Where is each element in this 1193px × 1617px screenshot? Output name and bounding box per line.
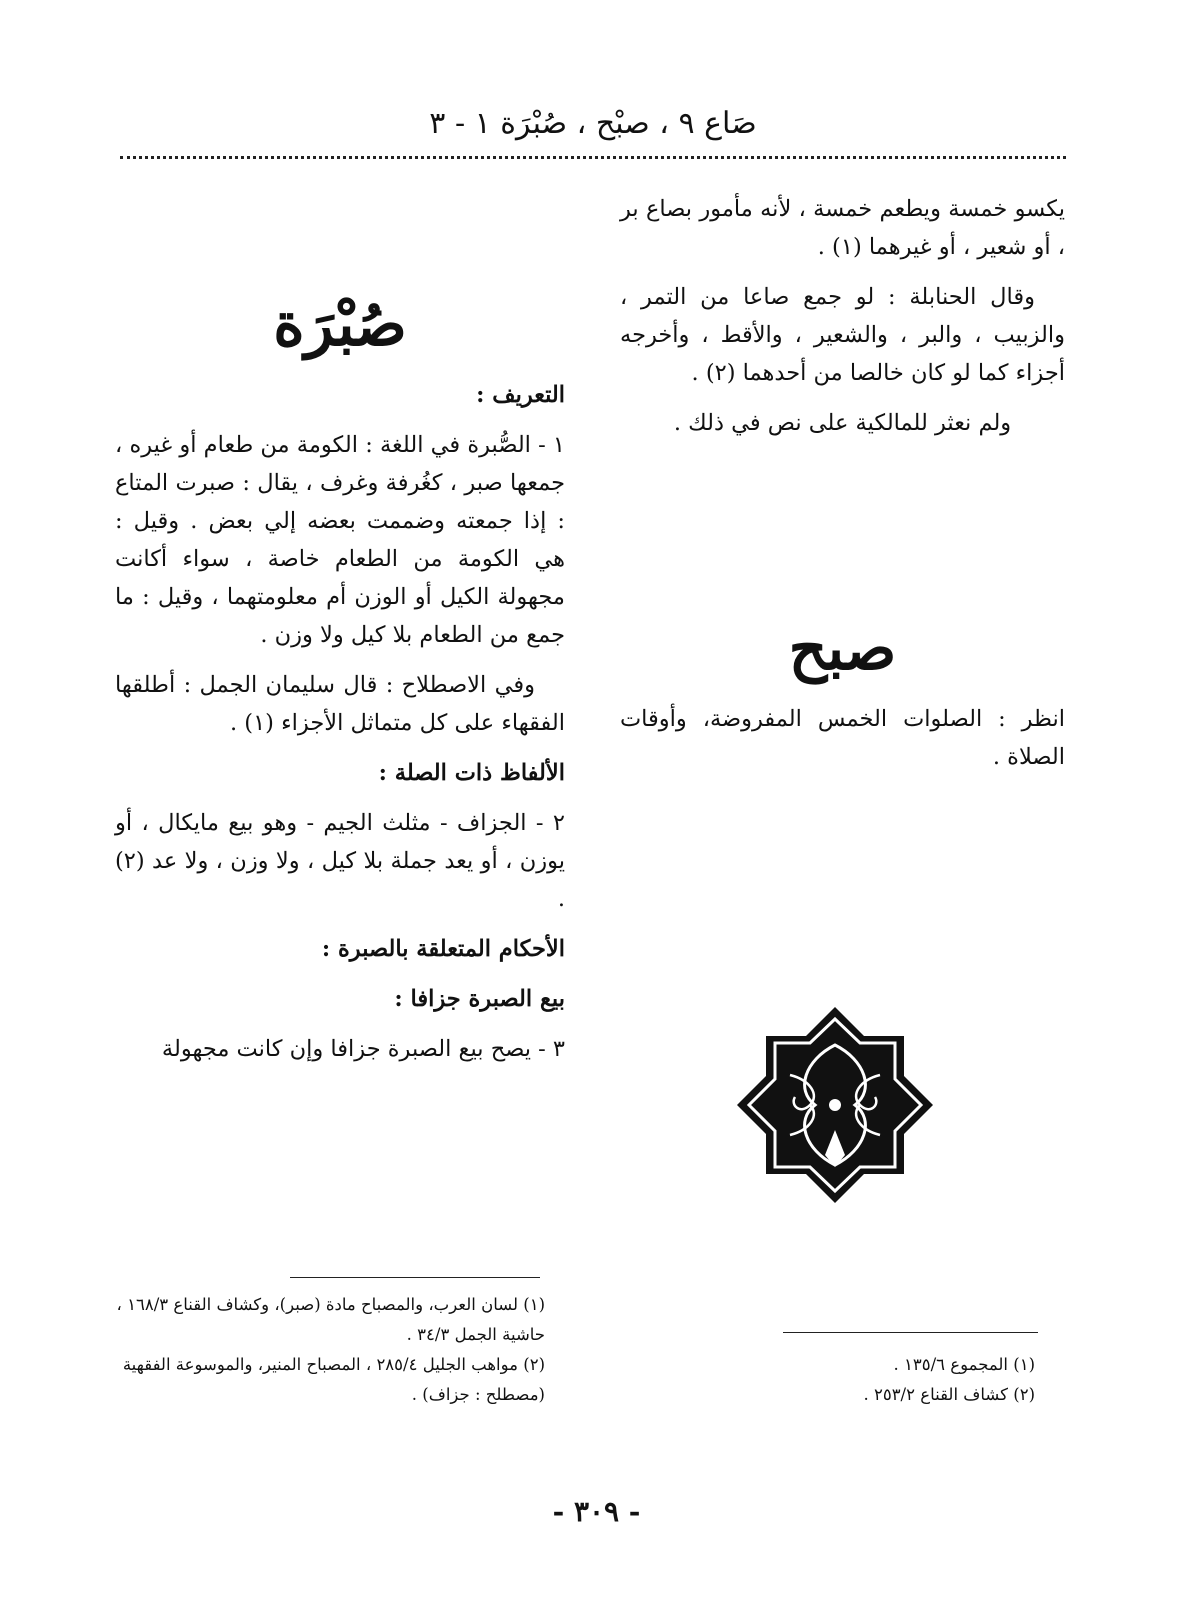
left-paragraph-1: ١ - الصُّبرة في اللغة : الكومة من طعام أو غيره ، جمعها صبر ، كغُرفة وغرف ، يقال : صبرت المتاع : إذا جمعته وضممت بعضه إلي بعض . وقيل : هي الكومة من الطعام خاصة ، سواء أكانت مجهولة الكيل أو الوزن أم معلومتهما ، وقيل : ما جمع من الطعام بلا كيل ولا وزن . bbox=[115, 432, 565, 648]
rulings-heading: الأحكام المتعلقة بالصبرة : bbox=[321, 936, 565, 962]
eight-point-star-arabesque-icon bbox=[735, 1005, 935, 1205]
related-terms-heading: الألفاظ ذات الصلة : bbox=[378, 760, 565, 786]
right-footnotes bbox=[620, 1350, 1035, 1410]
right-paragraph-1: يكسو خمسة ويطعم خمسة ، لأنه مأمور بصاع بر ، أو شعير ، أو غيرهما (١) . bbox=[620, 196, 1065, 260]
right-paragraph-2: وقال الحنابلة : لو جمع صاعا من التمر ، والزبيب ، والبر ، والشعير ، والأقط ، وأخرجه أجزاء كما لو كان خالصا من أحدهما (٢) . bbox=[620, 284, 1065, 386]
right-footnote-1: (١) المجموع ١٣٥/٦ . bbox=[893, 1355, 1035, 1374]
left-footnotes bbox=[115, 1290, 545, 1410]
right-paragraph-4: انظر : الصلوات الخمس المفروضة، وأوقات الصلاة . bbox=[620, 706, 1065, 770]
left-paragraph-2: وفي الاصطلاح : قال سليمان الجمل : أطلقها الفقهاء على كل متماثل الأجزاء (١) . bbox=[115, 672, 565, 736]
entry-title-subra: صُبْرَة bbox=[273, 290, 407, 360]
left-footnote-2: (٢) مواهب الجليل ٢٨٥/٤ ، المصباح المنير، والموسوعة الفقهية (مصطلح : جزاف) . bbox=[122, 1355, 545, 1404]
left-footnote-1: (١) لسان العرب، والمصباح مادة (صبر)، وكشاف القناع ١٦٨/٣ ، حاشية الجمل ٣٤/٣ . bbox=[116, 1295, 545, 1344]
header-dotted-rule bbox=[120, 156, 1066, 159]
right-footnote-rule bbox=[783, 1332, 1038, 1333]
left-column bbox=[115, 280, 565, 1080]
definition-heading: التعريف : bbox=[476, 382, 565, 408]
sale-heading: بيع الصبرة جزافا : bbox=[394, 986, 565, 1012]
entry-title-subh: صبح bbox=[788, 614, 897, 684]
spacer bbox=[620, 454, 1065, 604]
right-column bbox=[620, 190, 1065, 788]
page-number: - ٣٠٩ - bbox=[552, 1495, 641, 1528]
header-title: صَاع ٩ ، صبْح ، صُبْرَة ١ - ٣ bbox=[429, 106, 757, 141]
left-paragraph-3: ٢ - الجزاف - مثلث الجيم - وهو بيع مايكال ، أو يوزن ، أو يعد جملة بلا كيل ، ولا وزن ، ولا عد (٢) . bbox=[115, 810, 565, 912]
right-footnote-2: (٢) كشاف القناع ٢٥٣/٢ . bbox=[863, 1385, 1035, 1404]
right-paragraph-3: ولم نعثر للمالكية على نص في ذلك . bbox=[673, 410, 1012, 436]
page-header bbox=[120, 100, 1066, 148]
left-footnote-rule bbox=[290, 1277, 540, 1278]
left-paragraph-4: ٣ - يصح بيع الصبرة جزافا وإن كانت مجهولة bbox=[161, 1036, 565, 1062]
